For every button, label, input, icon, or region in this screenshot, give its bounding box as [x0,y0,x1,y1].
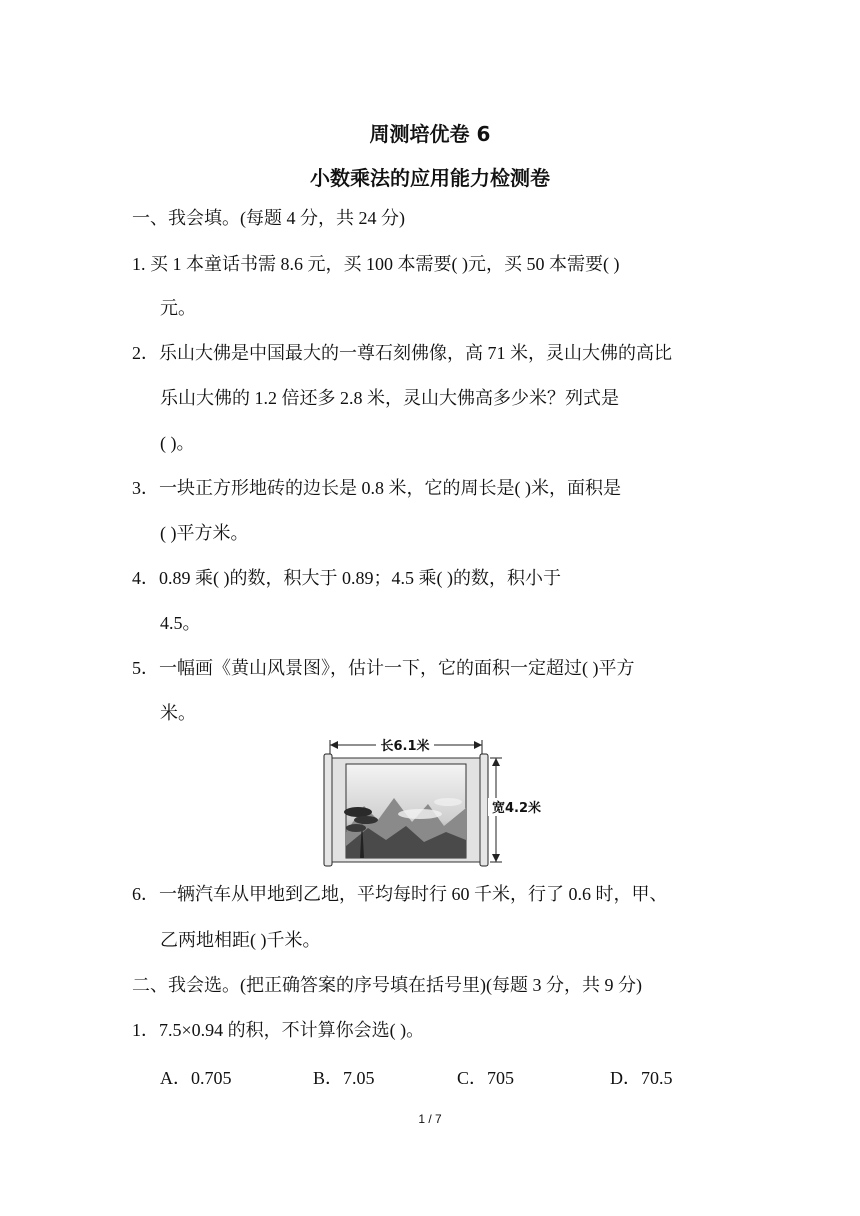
page-subtitle: 小数乘法的应用能力检测卷 [310,166,550,190]
question-1-line-1: 1. 买 1 本童话书需 8.6 元，买 100 本需要( )元，买 50 本需要( ) [132,254,620,274]
width-label: 宽4.2米 [492,801,542,816]
question-3-line-2: ( )平方米。 [160,523,249,543]
question-2-line-1: 2．乐山大佛是中国最大的一尊石刻佛像，高 71 米，灵山大佛的高比 [132,343,672,363]
option-a: A．0.705 [160,1068,232,1088]
section-2-heading: 二、我会选。(把正确答案的序号填在括号里)(每题 3 分，共 9 分) [132,975,642,995]
option-b: B．7.05 [313,1068,375,1088]
question-5-line-2: 米。 [160,703,196,723]
question-1-line-2: 元。 [160,298,196,318]
page-title: 周测培优卷 6 [369,122,491,146]
question-3-line-1: 3．一块正方形地砖的边长是 0.8 米，它的周长是( )米，面积是 [132,478,621,498]
section-1-heading: 一、我会填。(每题 4 分，共 24 分) [132,208,405,228]
landscape-painting-figure [320,736,550,868]
question-4-line-2: 4.5。 [160,613,201,633]
option-c: C．705 [457,1068,515,1088]
question-5-line-1: 5．一幅画《黄山风景图》，估计一下，它的面积一定超过( )平方 [132,658,635,678]
choice-question-1-stem: 1．7.5×0.94 的积，不计算你会选( )。 [132,1020,425,1040]
question-4-line-1: 4．0.89 乘( )的数，积大于 0.89；4.5 乘( )的数，积小于 [132,568,561,588]
question-2-line-3: ( )。 [160,433,195,453]
landscape-painting-illustration [320,736,550,868]
option-d: D．70.5 [610,1068,673,1088]
length-label: 长6.1米 [380,739,430,754]
question-2-line-2: 乐山大佛的 1.2 倍还多 2.8 米，灵山大佛高多少米？列式是 [160,388,619,408]
question-6-line-1: 6．一辆汽车从甲地到乙地，平均每时行 60 千米，行了 0.6 时，甲、 [132,884,668,904]
page-number: 1 / 7 [418,1112,442,1126]
question-6-line-2: 乙两地相距( )千米。 [160,930,321,950]
